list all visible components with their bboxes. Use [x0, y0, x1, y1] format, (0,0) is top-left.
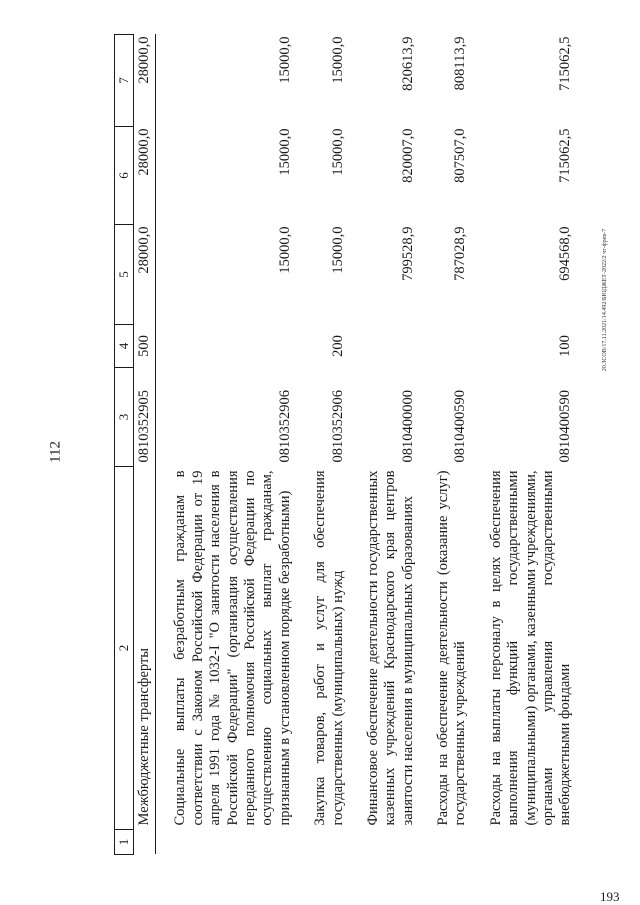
table-row [472, 35, 577, 855]
table-row [296, 35, 349, 855]
header-col-1: 1 [115, 830, 134, 855]
row-code: 0810400590 [557, 390, 574, 463]
row-description: Закупка товаров, работ и услуг для обеспечения государственных (муниципальных) нужд [312, 470, 346, 826]
header-col-4: 4 [115, 325, 134, 368]
row-value-1: 799528,9 [399, 226, 416, 281]
row-value-3: 715062,5 [557, 36, 574, 91]
row-value-3: 28000,0 [134, 35, 156, 127]
row-code: 0810352906 [329, 390, 346, 463]
table-row [156, 35, 296, 855]
row-type [419, 325, 472, 368]
row-description: Расходы на выплаты персоналу в целях обеспечения выполнения функций государственными (муниципальными) органами, казенными учреждениями, органами управления государственными внебюджетными фондами [487, 470, 574, 826]
row-value-3: 808113,9 [452, 36, 469, 91]
row-value-3: 820613,9 [399, 36, 416, 91]
table-row [134, 35, 156, 855]
row-value-1: 15000,0 [276, 226, 293, 274]
footer-page-number: 193 [600, 889, 620, 904]
row-description: Межбюджетные трансферты [134, 467, 156, 830]
row-value-3: 15000,0 [329, 36, 346, 84]
row-value-3: 15000,0 [276, 36, 293, 84]
header-col-7: 7 [115, 35, 134, 127]
row-type: 100 [557, 335, 574, 357]
header-col-2: 2 [115, 467, 134, 830]
header-col-6: 6 [115, 127, 134, 225]
document-stamp: 20.ЗСОВ/17.11.2021/14.492/БЮДЖЕТ-2022/2 чт-фрев-7 [602, 228, 608, 372]
header-col-3: 3 [115, 368, 134, 467]
row-value-2: 715062,5 [557, 128, 574, 183]
row-value-2: 28000,0 [134, 127, 156, 225]
row-value-1: 15000,0 [329, 226, 346, 274]
budget-table [114, 34, 577, 855]
table-row [419, 35, 472, 855]
row-value-2: 15000,0 [329, 128, 346, 176]
row-type [349, 325, 419, 368]
page-number: 112 [47, 441, 64, 463]
row-code: 0810400590 [452, 390, 469, 463]
row-value-2: 807507,0 [452, 128, 469, 183]
row-value-1: 28000,0 [134, 225, 156, 325]
row-description: Финансовое обеспечение деятельности государственных казенных учреждений Краснодарского края центров занятости населения в муниципальных образованиях [364, 470, 416, 826]
row-value-1: 694568,0 [557, 226, 574, 281]
row-code: 0810400000 [399, 390, 416, 463]
row-type: 500 [134, 325, 156, 368]
table-header-row [115, 35, 134, 855]
row-value-2: 15000,0 [276, 128, 293, 176]
row-code: 0810352906 [276, 390, 293, 463]
row-type: 200 [329, 335, 346, 357]
row-description: Социальные выплаты безработным гражданам в соответствии с Законом Российской Федерации от 19 апреля 1991 года № 1032-I "О занятости населения в Российской Федерации" (организация осуществления переданного полномочия Российской Федерации по осуществлению социальных выплат гражданам, признанным в установленном порядке безработными) [172, 470, 293, 826]
row-code: 0810352905 [134, 368, 156, 467]
row-description: Расходы на обеспечение деятельности (оказание услуг) государственных учреждений [435, 470, 469, 826]
row-value-1: 787028,9 [452, 226, 469, 281]
row-type [156, 325, 296, 368]
row-value-2: 820007,0 [399, 128, 416, 183]
header-col-5: 5 [115, 225, 134, 325]
table-row [349, 35, 419, 855]
